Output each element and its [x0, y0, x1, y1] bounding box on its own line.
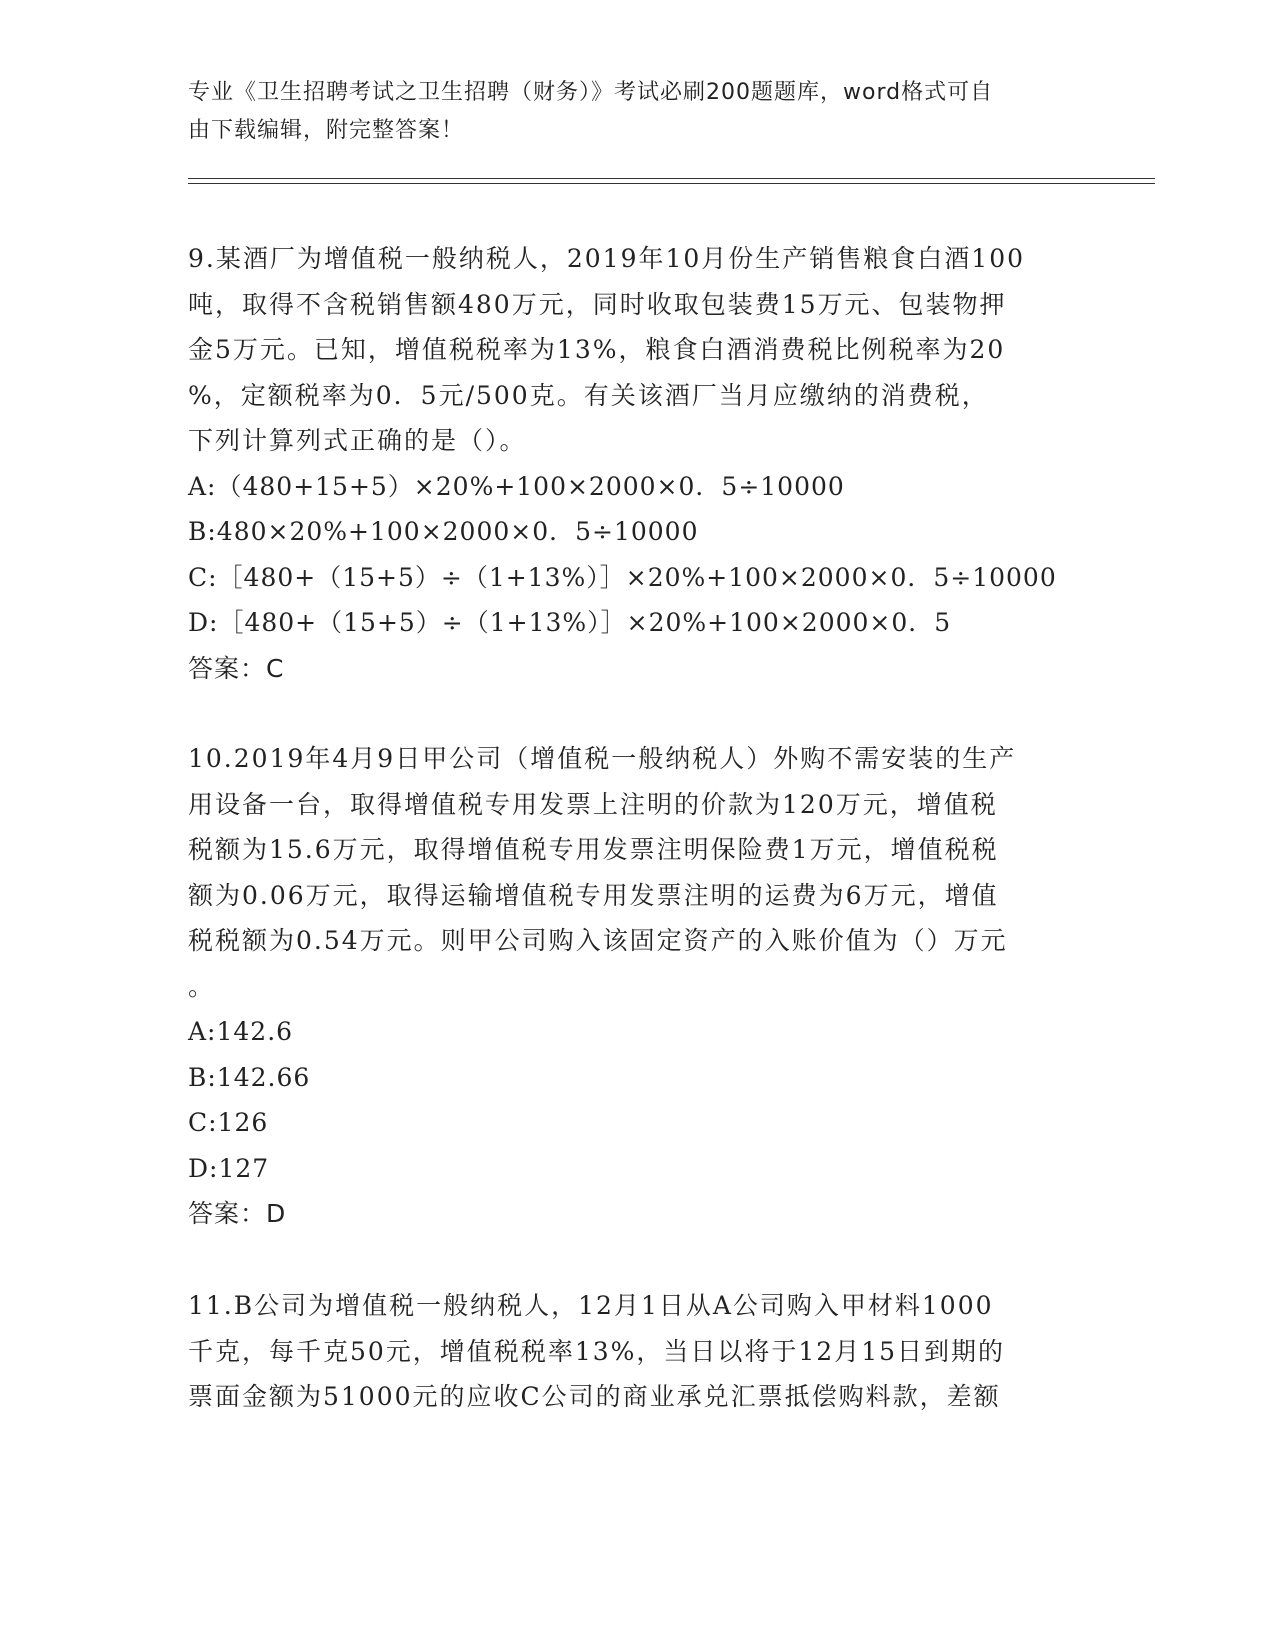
header-divider-top	[188, 178, 1155, 179]
question-line: 税税额为0.54万元。则甲公司购入该固定资产的入账价值为（）万元	[188, 926, 1008, 955]
option-d: D:127	[188, 1153, 270, 1183]
question-line: %，定额税率为0．5元/500克。有关该酒厂当月应缴纳的消费税，	[188, 380, 989, 410]
option-d: D:［480+（15+5）÷（1+13%）］×20%+100×2000×0．5	[188, 608, 952, 637]
document-header	[188, 74, 1078, 150]
question-11	[188, 1283, 1078, 1420]
answer: 答案：C	[188, 653, 285, 683]
question-line: 用设备一台，取得增值税专用发票上注明的价款为120万元，增值税	[188, 789, 998, 819]
option-c: C:［480+（15+5）÷（1+13%）］×20%+100×2000×0．5÷10000	[188, 562, 1057, 592]
question-line: 金5万元。已知，增值税税率为13%，粮食白酒消费税比例税率为20	[188, 335, 1006, 364]
option-b: B:480×20%+100×2000×0．5÷10000	[188, 517, 699, 546]
option-a: A:（480+15+5）×20%+100×2000×0．5÷10000	[188, 471, 845, 501]
option-c: C:126	[188, 1108, 269, 1137]
question-line: 10.2019年4月9日甲公司（增值税一般纳税人）外购不需安装的生产	[188, 744, 1017, 773]
question-line: 下列计算列式正确的是（）。	[188, 426, 527, 455]
option-a: A:142.6	[188, 1017, 294, 1046]
option-b: B:142.66	[188, 1062, 311, 1092]
question-line: 税额为15.6万元，取得增值税专用发票注明保险费1万元，增值税税	[188, 835, 999, 864]
question-9	[188, 236, 1078, 691]
header-line-2: 由下载编辑，附完整答案！	[188, 118, 465, 143]
header-divider-bottom	[188, 183, 1155, 184]
question-line: 9.某酒厂为增值税一般纳税人，2019年10月份生产销售粮食白酒100	[188, 244, 1026, 273]
question-line: 吨，取得不含税销售额480万元，同时收取包装费15万元、包装物押	[188, 289, 1007, 319]
answer: 答案：D	[188, 1199, 287, 1228]
question-line: 11.B公司为增值税一般纳税人，12月1日从A公司购入甲材料1000	[188, 1291, 994, 1320]
question-line: 千克，每千克50元，增值税税率13%，当日以将于12月15日到期的	[188, 1336, 1006, 1366]
question-line: 额为0.06万元，取得运输增值税专用发票注明的运费为6万元，增值	[188, 880, 999, 910]
header-line-1: 专业《卫生招聘考试之卫生招聘（财务）》考试必刷200题题库，word格式可自	[188, 80, 994, 105]
question-10	[188, 736, 1078, 1237]
question-line: 票面金额为51000元的应收C公司的商业承兑汇票抵偿购料款，差额	[188, 1382, 1001, 1411]
question-line: 。	[188, 971, 216, 1001]
